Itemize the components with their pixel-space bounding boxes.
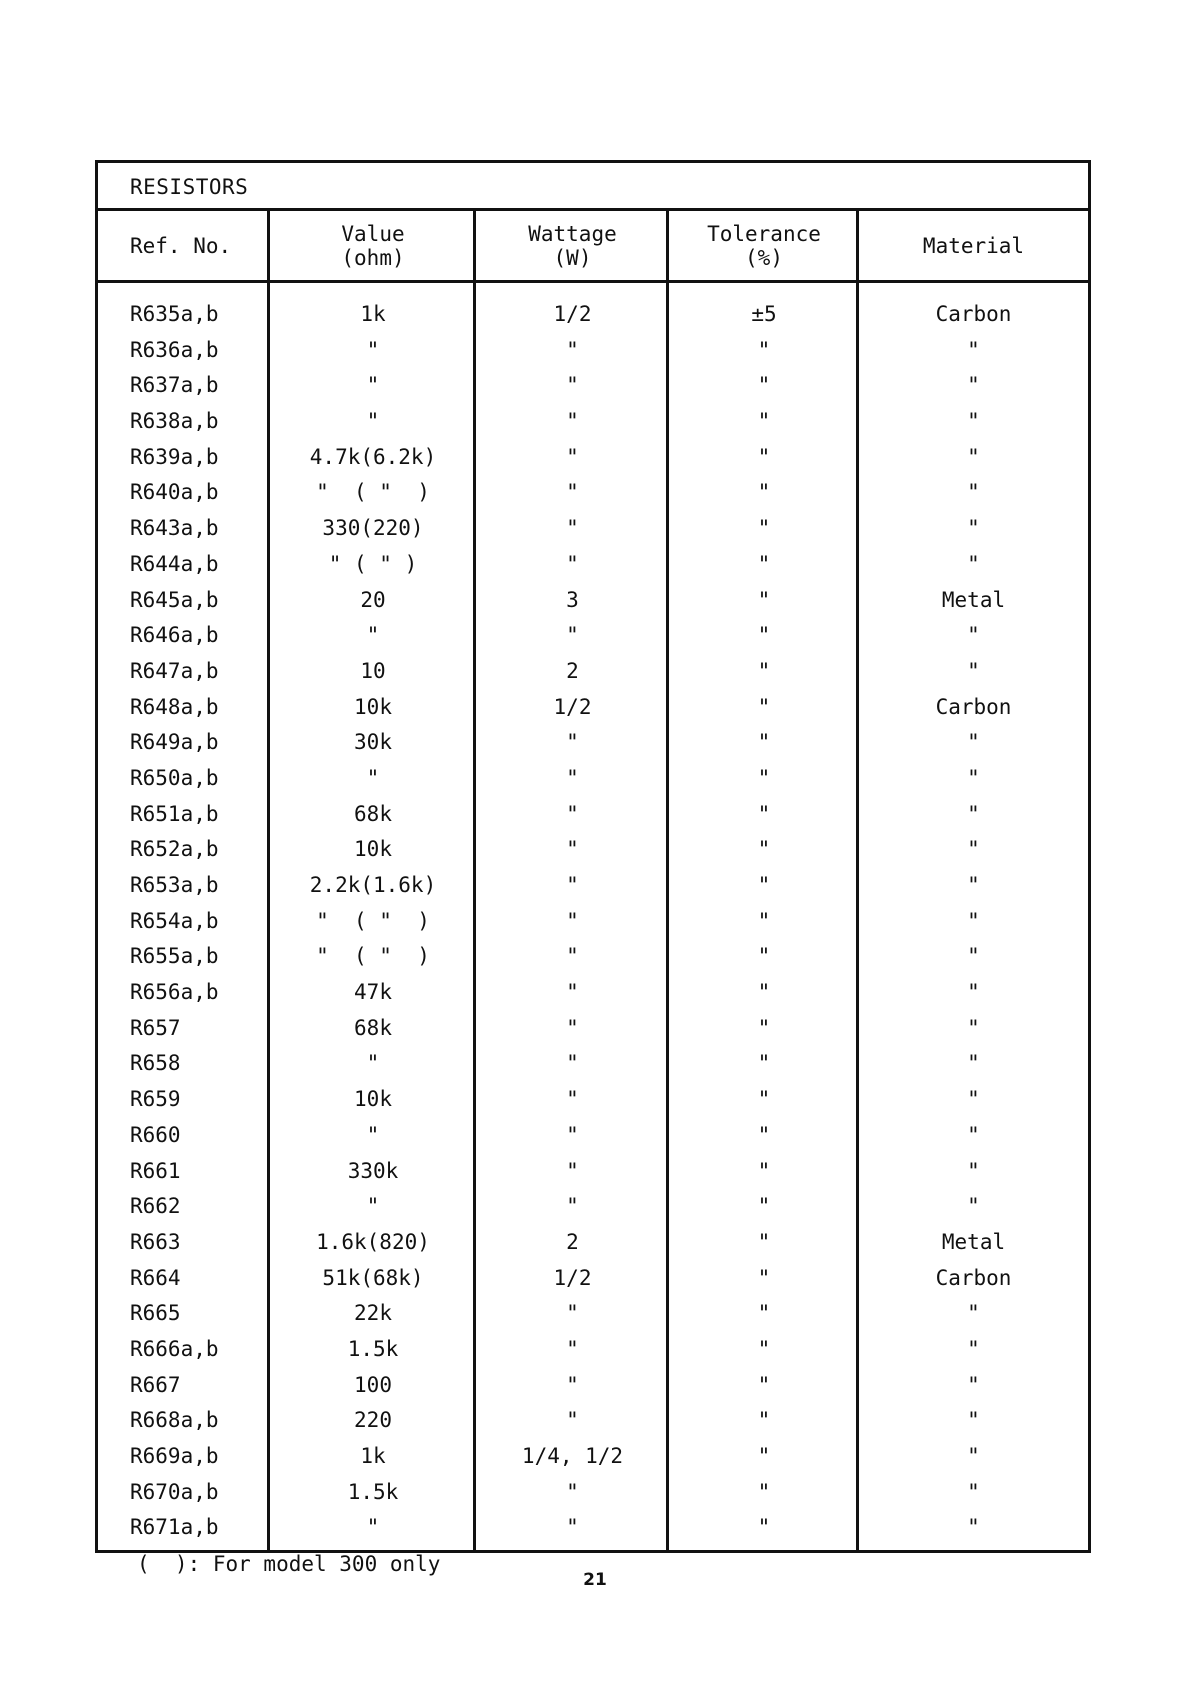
table-row bbox=[98, 1261, 1088, 1297]
tolerance-cell: " bbox=[757, 765, 771, 790]
ref-no-cell: R655a,b bbox=[130, 944, 219, 969]
wattage-cell: " bbox=[566, 730, 579, 755]
value-cell: 1.5k bbox=[347, 1336, 399, 1361]
value-cell: 10k bbox=[354, 1087, 392, 1112]
table-row bbox=[98, 547, 1088, 583]
table-row bbox=[98, 1403, 1088, 1439]
tolerance-cell: " bbox=[757, 1372, 771, 1397]
material-cell: " bbox=[967, 1372, 980, 1397]
value-cell: 1k bbox=[360, 1444, 386, 1468]
material-cell: " bbox=[967, 1087, 980, 1112]
value-cell: 47k bbox=[354, 980, 392, 1005]
wattage-cell: 1/2 bbox=[553, 694, 592, 719]
wattage-cell: " bbox=[566, 873, 579, 897]
ref-no-cell: R665 bbox=[130, 1301, 181, 1326]
wattage-cell: " bbox=[566, 409, 579, 434]
value-cell: 330(220) bbox=[322, 516, 424, 541]
wattage-cell: " bbox=[566, 1479, 579, 1504]
tolerance-cell: " bbox=[757, 1087, 771, 1112]
tolerance-cell: " bbox=[757, 1408, 771, 1433]
table-row bbox=[98, 440, 1088, 476]
tolerance-cell: " bbox=[757, 1479, 771, 1504]
value-cell: 20 bbox=[360, 587, 386, 612]
tolerance-cell: " bbox=[757, 516, 771, 541]
ref-no-cell: R669a,b bbox=[130, 1444, 219, 1468]
material-cell: Metal bbox=[941, 587, 1006, 612]
table-row bbox=[98, 654, 1088, 690]
ref-no-cell: R659 bbox=[130, 1087, 181, 1112]
material-cell: Carbon bbox=[935, 694, 1012, 719]
value-cell: 10k bbox=[354, 837, 392, 862]
wattage-cell: " bbox=[566, 765, 579, 790]
table-row bbox=[98, 1368, 1088, 1404]
wattage-cell: " bbox=[566, 1015, 579, 1040]
wattage-cell: " bbox=[566, 1372, 579, 1397]
material-cell: " bbox=[967, 409, 980, 434]
ref-no-cell: R657 bbox=[130, 1015, 181, 1040]
wattage-cell: " bbox=[566, 837, 579, 862]
table-row bbox=[98, 832, 1088, 868]
ref-no-cell: R658 bbox=[130, 1051, 181, 1076]
material-cell: " bbox=[967, 1408, 980, 1433]
ref-no-cell: R663 bbox=[130, 1229, 181, 1254]
wattage-cell: " bbox=[566, 516, 579, 541]
tolerance-cell: " bbox=[757, 444, 771, 469]
wattage-cell: " bbox=[566, 480, 579, 505]
table-row bbox=[98, 1439, 1088, 1475]
tolerance-cell: ±5 bbox=[751, 302, 777, 326]
header-row bbox=[98, 211, 1088, 283]
table-row bbox=[98, 1046, 1088, 1082]
material-cell: " bbox=[967, 1194, 980, 1219]
table-grid bbox=[98, 211, 1088, 1550]
ref-no-cell: R643a,b bbox=[130, 516, 219, 541]
value-cell: 1.6k(820) bbox=[316, 1229, 430, 1254]
resistor-table bbox=[95, 160, 1091, 1553]
value-cell: 10k bbox=[354, 694, 392, 719]
table-row bbox=[98, 1296, 1088, 1332]
wattage-cell: " bbox=[566, 944, 579, 969]
material-cell: " bbox=[967, 837, 980, 862]
ref-no-cell: R646a,b bbox=[130, 623, 219, 648]
wattage-cell: " bbox=[566, 1336, 579, 1361]
value-cell: 10 bbox=[360, 658, 386, 683]
table-row bbox=[98, 904, 1088, 940]
tolerance-cell: " bbox=[757, 337, 771, 362]
table-row bbox=[98, 1082, 1088, 1118]
table-body bbox=[98, 283, 1088, 1550]
wattage-cell: 1/2 bbox=[553, 1265, 592, 1290]
table-row bbox=[98, 583, 1088, 619]
header-ref-no bbox=[98, 211, 270, 280]
tolerance-cell: " bbox=[757, 873, 771, 897]
wattage-cell: " bbox=[566, 444, 579, 469]
tolerance-cell: " bbox=[757, 944, 771, 969]
ref-no-cell: R668a,b bbox=[130, 1408, 219, 1433]
ref-no-cell: R650a,b bbox=[130, 765, 219, 790]
wattage-cell: " bbox=[566, 373, 579, 398]
tolerance-cell: " bbox=[757, 1229, 771, 1254]
material-cell: " bbox=[967, 765, 980, 790]
material-cell: " bbox=[967, 1515, 980, 1540]
column-divider bbox=[856, 211, 859, 1550]
tolerance-cell: " bbox=[757, 480, 771, 505]
table-row bbox=[98, 725, 1088, 761]
value-cell: " bbox=[366, 1515, 380, 1540]
value-cell: 51k(68k) bbox=[322, 1265, 424, 1290]
material-cell: " bbox=[967, 1444, 980, 1468]
tolerance-cell: " bbox=[757, 1301, 771, 1326]
tolerance-cell: " bbox=[757, 1515, 771, 1540]
material-cell: " bbox=[967, 444, 980, 469]
material-cell: " bbox=[967, 908, 980, 933]
material-cell: " bbox=[967, 730, 980, 755]
ref-no-cell: R648a,b bbox=[130, 694, 219, 719]
wattage-cell: " bbox=[566, 1122, 579, 1147]
table-row bbox=[98, 1154, 1088, 1190]
ref-no-cell: R660 bbox=[130, 1122, 181, 1147]
ref-no-cell: R666a,b bbox=[130, 1336, 219, 1361]
table-row bbox=[98, 797, 1088, 833]
ref-no-cell: R636a,b bbox=[130, 337, 219, 362]
header-ref-no-label: Ref. No. bbox=[130, 233, 232, 258]
table-row bbox=[98, 1189, 1088, 1225]
tolerance-cell: " bbox=[757, 373, 771, 398]
tolerance-cell: " bbox=[757, 623, 771, 648]
ref-no-cell: R639a,b bbox=[130, 444, 219, 469]
value-cell: " bbox=[366, 409, 380, 434]
tolerance-cell: " bbox=[757, 837, 771, 862]
tolerance-cell: " bbox=[757, 908, 771, 933]
value-cell: 2.2k(1.6k) bbox=[309, 873, 437, 897]
ref-no-cell: R667 bbox=[130, 1372, 181, 1397]
material-cell: " bbox=[967, 1301, 980, 1326]
material-cell: " bbox=[967, 1015, 980, 1040]
value-cell: " bbox=[366, 623, 380, 648]
wattage-cell: " bbox=[566, 980, 579, 1005]
table-row bbox=[98, 975, 1088, 1011]
material-cell: " bbox=[967, 480, 980, 505]
value-cell: " bbox=[366, 337, 380, 362]
wattage-cell: 3 bbox=[566, 587, 579, 612]
wattage-cell: " bbox=[566, 623, 579, 648]
wattage-cell: " bbox=[566, 908, 579, 933]
tolerance-cell: " bbox=[757, 980, 771, 1005]
wattage-cell: 2 bbox=[566, 1229, 579, 1254]
wattage-cell: " bbox=[566, 1087, 579, 1112]
header-value-unit: (ohm) bbox=[341, 245, 405, 270]
tolerance-cell: " bbox=[757, 1444, 771, 1468]
tolerance-cell: " bbox=[757, 730, 771, 755]
table-row bbox=[98, 1510, 1088, 1546]
tolerance-cell: " bbox=[757, 551, 771, 576]
wattage-cell: " bbox=[566, 801, 579, 826]
wattage-cell: " bbox=[566, 1408, 579, 1433]
material-cell: " bbox=[967, 944, 980, 969]
ref-no-cell: R656a,b bbox=[130, 980, 219, 1005]
table-row bbox=[98, 868, 1088, 904]
wattage-cell: 2 bbox=[566, 658, 579, 683]
tolerance-cell: " bbox=[757, 1194, 771, 1219]
value-cell: " bbox=[366, 1194, 380, 1219]
wattage-cell: 1/2 bbox=[553, 302, 592, 326]
material-cell: " bbox=[967, 1336, 980, 1361]
wattage-cell: " bbox=[566, 1301, 579, 1326]
value-cell: 100 bbox=[354, 1372, 392, 1397]
column-divider bbox=[267, 211, 270, 1550]
material-cell: " bbox=[967, 1051, 980, 1076]
material-cell: " bbox=[967, 1479, 980, 1504]
value-cell: " ( " ) bbox=[316, 944, 430, 969]
value-cell: 68k bbox=[354, 801, 392, 826]
header-value-label: Value bbox=[341, 221, 405, 246]
value-cell: " ( " ) bbox=[316, 480, 430, 505]
header-wattage bbox=[476, 211, 669, 280]
wattage-cell: 1/4, 1/2 bbox=[521, 1444, 624, 1468]
material-cell: " bbox=[967, 980, 980, 1005]
table-row bbox=[98, 511, 1088, 547]
material-cell: Metal bbox=[941, 1229, 1006, 1254]
wattage-cell: " bbox=[566, 337, 579, 362]
value-cell: " bbox=[366, 1122, 380, 1147]
material-cell: Carbon bbox=[935, 1265, 1012, 1290]
tolerance-cell: " bbox=[757, 1015, 771, 1040]
header-tolerance-unit: (%) bbox=[745, 245, 783, 270]
header-value bbox=[270, 211, 476, 280]
ref-no-cell: R653a,b bbox=[130, 873, 219, 897]
table-row bbox=[98, 761, 1088, 797]
table-row bbox=[98, 1475, 1088, 1511]
wattage-cell: " bbox=[566, 1158, 579, 1183]
page-number: 21 bbox=[583, 1570, 607, 1590]
material-cell: " bbox=[967, 516, 980, 541]
value-cell: 30k bbox=[354, 730, 392, 755]
material-cell: Carbon bbox=[935, 302, 1012, 326]
ref-no-cell: R635a,b bbox=[130, 302, 219, 326]
value-cell: " ( " ) bbox=[316, 908, 430, 933]
value-cell: 1.5k bbox=[347, 1479, 399, 1504]
ref-no-cell: R654a,b bbox=[130, 908, 219, 933]
ref-no-cell: R645a,b bbox=[130, 587, 219, 612]
tolerance-cell: " bbox=[757, 1122, 771, 1147]
header-material bbox=[859, 211, 1088, 280]
value-cell: " bbox=[366, 373, 380, 398]
value-cell: 22k bbox=[354, 1301, 392, 1326]
ref-no-cell: R637a,b bbox=[130, 373, 219, 398]
footnote: ( ): For model 300 only bbox=[137, 1552, 441, 1576]
ref-no-cell: R662 bbox=[130, 1194, 181, 1219]
ref-no-cell: R651a,b bbox=[130, 801, 219, 826]
ref-no-cell: R638a,b bbox=[130, 409, 219, 434]
table-row bbox=[98, 618, 1088, 654]
value-cell: " ( " ) bbox=[328, 551, 418, 576]
value-cell: " bbox=[366, 765, 380, 790]
table-row bbox=[98, 1332, 1088, 1368]
tolerance-cell: " bbox=[757, 1265, 771, 1290]
value-cell: 330k bbox=[347, 1158, 399, 1183]
material-cell: " bbox=[967, 1122, 980, 1147]
table-row bbox=[98, 404, 1088, 440]
column-divider bbox=[473, 211, 476, 1550]
column-divider bbox=[666, 211, 669, 1550]
header-tolerance bbox=[669, 211, 859, 280]
ref-no-cell: R664 bbox=[130, 1265, 181, 1290]
wattage-cell: " bbox=[566, 551, 579, 576]
material-cell: " bbox=[967, 623, 980, 648]
header-wattage-unit: (W) bbox=[553, 245, 592, 270]
table-row bbox=[98, 1118, 1088, 1154]
tolerance-cell: " bbox=[757, 658, 771, 683]
header-tolerance-label: Tolerance bbox=[707, 221, 821, 246]
header-material-label: Material bbox=[922, 233, 1025, 258]
material-cell: " bbox=[967, 1158, 980, 1183]
tolerance-cell: " bbox=[757, 587, 771, 612]
table-row bbox=[98, 690, 1088, 726]
table-row bbox=[98, 333, 1088, 369]
wattage-cell: " bbox=[566, 1051, 579, 1076]
section-title: RESISTORS bbox=[98, 163, 1088, 211]
material-cell: " bbox=[967, 551, 980, 576]
wattage-cell: " bbox=[566, 1515, 579, 1540]
tolerance-cell: " bbox=[757, 1158, 771, 1183]
material-cell: " bbox=[967, 801, 980, 826]
value-cell: 68k bbox=[354, 1015, 392, 1040]
header-wattage-label: Wattage bbox=[528, 221, 617, 246]
ref-no-cell: R647a,b bbox=[130, 658, 219, 683]
material-cell: " bbox=[967, 373, 980, 398]
table-row bbox=[98, 1011, 1088, 1047]
material-cell: " bbox=[967, 658, 980, 683]
tolerance-cell: " bbox=[757, 1051, 771, 1076]
wattage-cell: " bbox=[566, 1194, 579, 1219]
value-cell: 4.7k(6.2k) bbox=[309, 444, 437, 469]
ref-no-cell: R670a,b bbox=[130, 1479, 219, 1504]
table-row bbox=[98, 939, 1088, 975]
table-row bbox=[98, 475, 1088, 511]
tolerance-cell: " bbox=[757, 801, 771, 826]
value-cell: 1k bbox=[360, 302, 386, 326]
table-row bbox=[98, 368, 1088, 404]
ref-no-cell: R671a,b bbox=[130, 1515, 219, 1540]
material-cell: " bbox=[967, 337, 980, 362]
tolerance-cell: " bbox=[757, 1336, 771, 1361]
value-cell: 220 bbox=[354, 1408, 392, 1433]
tolerance-cell: " bbox=[757, 409, 771, 434]
tolerance-cell: " bbox=[757, 694, 771, 719]
ref-no-cell: R652a,b bbox=[130, 837, 219, 862]
ref-no-cell: R661 bbox=[130, 1158, 181, 1183]
ref-no-cell: R640a,b bbox=[130, 480, 219, 505]
table-row bbox=[98, 1225, 1088, 1261]
table-row bbox=[98, 297, 1088, 333]
material-cell: " bbox=[967, 873, 980, 897]
value-cell: " bbox=[366, 1051, 380, 1076]
ref-no-cell: R649a,b bbox=[130, 730, 219, 755]
ref-no-cell: R644a,b bbox=[130, 551, 219, 576]
